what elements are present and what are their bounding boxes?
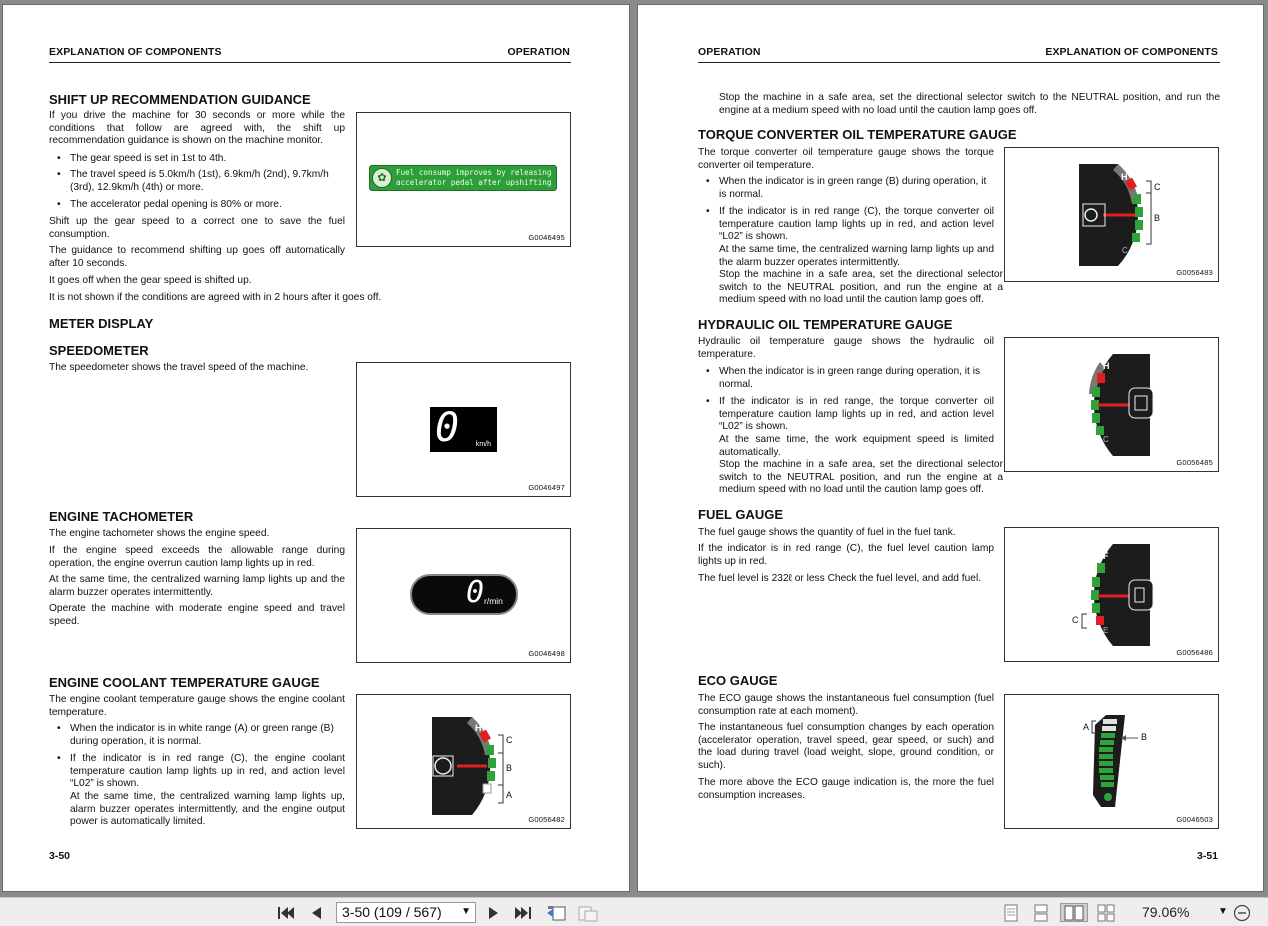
coolant-para-1: The engine coolant temperature gauge shows the engine coolant temperature.	[49, 694, 345, 718]
page-3-50	[2, 4, 630, 892]
coolant-bullet-2-cont: At the same time, the centralized warning lamp lights up, alarm buzzer operates intermittently, and the engine output power is automatically limited.	[70, 791, 345, 828]
fuel-para-3: The fuel level is 232ℓ or less Check the fuel level, and add fuel.	[698, 573, 982, 584]
speed-digit: 0	[435, 405, 460, 451]
speedometer-display	[430, 407, 497, 452]
running-header-left: OPERATION	[698, 46, 761, 58]
rpm-digit: 0	[466, 575, 485, 610]
range-label-b: B	[1154, 213, 1161, 223]
eco-leaf-icon: ✿	[372, 168, 392, 188]
coolant-bullet-1: • When the indicator is in white range (A) or green range (B) during operation, it is normal.	[70, 723, 345, 748]
shift-bullet-2: • The travel speed is 5.0km/h (1st), 6.9km/h (2nd), 9.7km/h (3rd), 12.9km/h (4th) or more.	[70, 169, 345, 194]
zoom-out-icon[interactable]	[1232, 903, 1252, 922]
speedo-para-1: The speedometer shows the travel speed of the machine.	[49, 362, 309, 373]
figure-code: G0046503	[1176, 815, 1213, 824]
gauge-label-c: C	[1103, 435, 1109, 444]
fuel-para-2: If the indicator is in red range (C), the fuel level caution lamp lights up in red.	[698, 543, 994, 567]
page-number: 3-51	[1196, 850, 1218, 862]
torque-para-1: The torque converter oil temperature gauge shows the torque converter oil temperature.	[698, 147, 994, 171]
eco-gauge-graphic	[1005, 695, 1218, 828]
range-label-c: C	[506, 735, 513, 745]
section-title-fuel-gauge: FUEL GAUGE	[698, 507, 783, 522]
shift-bullet-3: • The accelerator pedal opening is 80% or more.	[70, 199, 345, 212]
figure-speedometer	[356, 362, 571, 497]
next-page-icon[interactable]	[484, 903, 502, 922]
go-back-view-icon[interactable]	[544, 903, 568, 922]
section-title-shift-up: SHIFT UP RECOMMENDATION GUIDANCE	[49, 92, 311, 107]
tacho-para-1: The engine tachometer shows the engine speed.	[49, 528, 270, 539]
speed-unit: km/h	[475, 441, 491, 448]
torque-bullet-2: • If the indicator is in red range (C), the torque converter oil temperature caution lamp lights up in red, and action level “L02” is shown.	[719, 206, 994, 244]
figure-code: G0056486	[1176, 648, 1213, 657]
gauge-label-h: H	[1121, 172, 1128, 182]
range-label-c: C	[1072, 615, 1079, 625]
page-number: 3-50	[49, 850, 71, 862]
torque-bullet-1: • When the indicator is in green range (B) during operation, it is normal.	[719, 176, 994, 201]
running-header-right: EXPLANATION OF COMPONENTS	[1045, 46, 1218, 58]
figure-eco-gauge	[1004, 694, 1219, 829]
page-number-value: 3-50 (109 / 567)	[342, 904, 442, 920]
coolant-gauge-graphic	[357, 695, 570, 828]
figure-code: G0056483	[1176, 268, 1213, 277]
section-title-meter-display: METER DISPLAY	[49, 316, 154, 331]
shift-para-5: It is not shown if the conditions are agreed with in 2 hours after it goes off.	[49, 292, 382, 303]
running-header-left: EXPLANATION OF COMPONENTS	[49, 46, 222, 58]
hydraulic-bullet-2: • If the indicator is in red range, the torque converter oil temperature caution lamp lights up in red, and action level “L02” is shown.	[719, 396, 994, 434]
range-label-a: A	[506, 790, 513, 800]
hydraulic-para-1: Hydraulic oil temperature gauge shows the hydraulic oil temperature.	[698, 336, 994, 360]
page-3-51	[637, 4, 1264, 892]
section-title-hydraulic-gauge: HYDRAULIC OIL TEMPERATURE GAUGE	[698, 317, 953, 332]
range-label-b: B	[506, 763, 513, 773]
figure-code: G0056482	[528, 815, 565, 824]
zoom-level[interactable]: 79.06%	[1142, 904, 1190, 920]
section-title-torque-gauge: TORQUE CONVERTER OIL TEMPERATURE GAUGE	[698, 127, 1017, 142]
shift-para-2: Shift up the gear speed to a correct one to save the fuel consumption.	[49, 216, 345, 240]
torque-bullet-2-cont-1: At the same time, the centralized warning lamp lights up and the alarm buzzer operates intermittently.	[719, 244, 994, 268]
intro-para: Stop the machine in a safe area, set the directional selector switch to the NEUTRAL position, and run the engine at a medium speed with no load until the caution lamp goes off.	[719, 92, 1220, 116]
figure-code: G0046495	[528, 233, 565, 242]
two-page-view-icon[interactable]	[1060, 903, 1088, 922]
figure-code: G0056485	[1176, 458, 1213, 467]
two-page-continuous-view-icon[interactable]	[1094, 903, 1118, 922]
gauge-label-h: H	[1103, 361, 1110, 371]
section-title-tachometer: ENGINE TACHOMETER	[49, 509, 194, 524]
figure-torque-gauge	[1004, 147, 1219, 282]
shift-para-4: It goes off when the gear speed is shifted up.	[49, 275, 252, 286]
section-title-coolant-gauge: ENGINE COOLANT TEMPERATURE GAUGE	[49, 675, 320, 690]
eco-label-b: B	[1141, 732, 1148, 742]
guidance-text-line-1: Fuel consump improves by releasing	[396, 168, 552, 177]
previous-page-icon[interactable]	[306, 903, 326, 922]
hydraulic-bullet-2-cont-1: At the same time, the work equipment speed is limited automatically.	[719, 434, 994, 458]
page-number-field[interactable]	[336, 902, 476, 923]
figure-code: G0046497	[528, 483, 565, 492]
figure-hydraulic-gauge	[1004, 337, 1219, 472]
first-page-icon[interactable]	[276, 903, 296, 922]
figure-shift-guidance	[356, 112, 571, 247]
eco-para-3: The more above the ECO gauge indication is, the more the fuel consumption increases.	[698, 777, 994, 801]
eco-para-2: The instantaneous fuel consumption changes by each operation (accelerator operation, travel speed, gear speed, or such) and the load during travel (load weight, slope, ground condition, or such).	[698, 722, 994, 771]
eco-para-1: The ECO gauge shows the instantaneous fuel consumption (fuel consumption rate at each moment).	[698, 693, 994, 717]
single-page-view-icon[interactable]	[1000, 903, 1022, 922]
tacho-para-3: At the same time, the centralized warning lamp lights up and the alarm buzzer operates intermittently.	[49, 574, 345, 598]
guidance-banner	[369, 165, 557, 191]
guidance-text-line-2: accelerator pedal after upshifting	[396, 178, 552, 187]
section-title-speedometer: SPEEDOMETER	[49, 343, 149, 358]
gauge-label-e: E	[1103, 626, 1109, 635]
go-forward-view-icon[interactable]	[576, 903, 600, 922]
shift-para-3: The guidance to recommend shifting up goes off automatically after 10 seconds.	[49, 245, 345, 269]
fuel-gauge-graphic	[1005, 528, 1218, 661]
last-page-icon[interactable]	[512, 903, 534, 922]
gauge-label-f: F	[1103, 551, 1109, 561]
figure-tachometer	[356, 528, 571, 663]
hydraulic-bullet-1: • When the indicator is in green range during operation, it is normal.	[719, 366, 994, 391]
tacho-para-4: Operate the machine with moderate engine speed and travel speed.	[49, 603, 345, 627]
shift-bullet-1: • The gear speed is set in 1st to 4th.	[70, 153, 345, 166]
running-header-right: OPERATION	[507, 46, 570, 58]
header-rule	[698, 62, 1220, 63]
coolant-bullet-2: • If the indicator is in red range (C), the engine coolant temperature caution lamp lights up in red, and action level “L02” is shown.	[70, 753, 345, 791]
hydraulic-bullet-2-cont-2: Stop the machine in a safe area, set the directional selector switch to the NEUTRAL position, and run the engine at a medium speed with no load until the caution lamp goes off.	[719, 459, 1003, 496]
zoom-chevron-down-icon[interactable]: ▼	[1218, 906, 1228, 917]
figure-coolant-gauge	[356, 694, 571, 829]
section-title-eco-gauge: ECO GAUGE	[698, 673, 778, 688]
figure-code: G0046498	[528, 649, 565, 658]
tachometer-display	[410, 574, 518, 615]
viewer-toolbar	[0, 897, 1268, 926]
range-label-c: C	[1154, 182, 1161, 192]
header-rule	[49, 62, 571, 63]
figure-fuel-gauge	[1004, 527, 1219, 662]
chevron-down-icon[interactable]: ▼	[461, 906, 471, 917]
gauge-label-h: H	[475, 723, 482, 733]
gauge-label-cold: C	[1122, 246, 1128, 255]
shift-para-1: If you drive the machine for 30 seconds or more while the conditions that follow are agreed with, the shift up recommendation guidance is shown on the machine monitor.	[49, 110, 345, 147]
tacho-para-2: If the engine speed exceeds the allowable range during operation, the engine overrun caution lamp lights up in red.	[49, 545, 345, 569]
continuous-view-icon[interactable]	[1030, 903, 1052, 922]
torque-bullet-2-cont-2: Stop the machine in a safe area, set the directional selector switch to the NEUTRAL position, and run the engine at a medium speed with no load until the caution lamp goes off.	[719, 269, 1003, 306]
torque-gauge-graphic	[1005, 148, 1218, 281]
fuel-para-1: The fuel gauge shows the quantity of fuel in the fuel tank.	[698, 527, 956, 538]
eco-label-a: A	[1083, 722, 1090, 732]
rpm-unit: r/min	[484, 596, 503, 606]
hydraulic-gauge-graphic	[1005, 338, 1218, 471]
